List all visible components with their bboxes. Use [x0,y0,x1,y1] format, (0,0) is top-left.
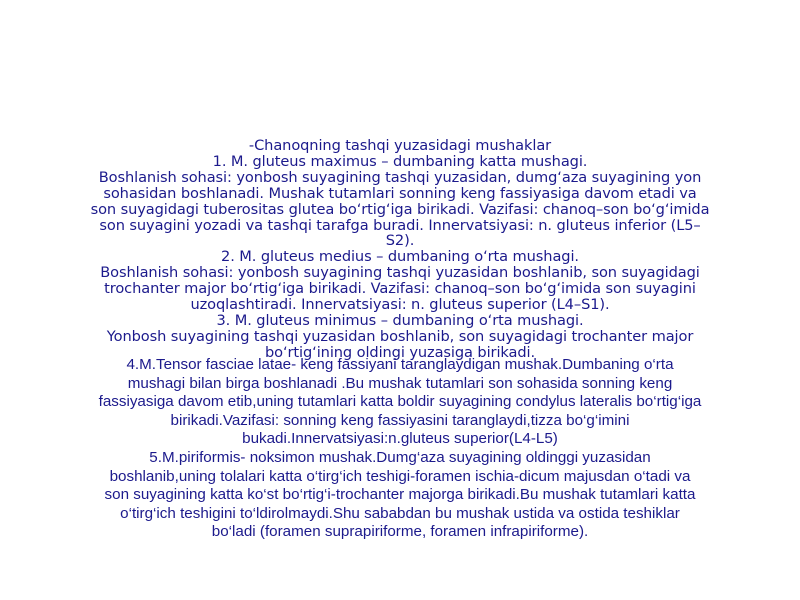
text-line: son suyagini yozadi va tashqi tarafga buradi. Innervatsiyasi: n. gluteus inferior (L5– [99,216,701,234]
text-line: S2). [385,232,415,250]
text-line: son suyagidagi tuberositas glutea bo‘rtig‘iga birikadi. Vazifasi: chanoq–son bo‘g‘imida [90,200,710,218]
text-line: uzoqlashtiradi. Innervatsiyasi: n. gluteus superior (L4–S1). [190,296,610,314]
section-heading: -Chanoqning tashqi yuzasidagi mushaklar [248,137,552,154]
text-line: Boshlanish sohasi: yonbosh suyagining tashqi yuzasidan, dumg‘aza suyagining yon [98,168,702,186]
text-line: birikadi.Vazifasi: sonning keng fassiyasini taranglaydi,tizza bo‘g‘imini [170,411,630,429]
text-line: 5.M.piriformis- noksimon mushak.Dumg‘aza suyagining oldinggi yuzasidan [149,448,651,466]
text-line: bo‘rtig‘ining oldingi yuzasiga birikadi. [265,343,535,361]
text-line: son suyagining katta ko‘st bo‘rtig‘i-trochanter majorga birikadi.Bu mushak tutamlari katta [104,486,696,504]
text-line: Boshlanish sohasi: yonbosh suyagining tashqi yuzasidan boshlanib, son suyagidagi [100,264,700,282]
text-line: 1. M. gluteus maximus – dumbaning katta mushagi. [212,152,588,170]
text-line: Yonbosh suyagining tashqi yuzasidan boshlanib, son suyagidagi trochanter major [106,327,694,345]
text-line: 4.M.Tensor fasciae latae- keng fassiyani taranglaydigan mushak.Dumbaning o‘rta [126,356,674,373]
text-line: bukadi.Innervatsiyasi:n.gluteus superior(L4-L5) [242,430,558,448]
text-line: trochanter major bo‘rtig‘iga birikadi. Vazifasi: chanoq–son bo‘g‘imida son suyagini [104,280,696,298]
text-block-tensor-piriformis [62,356,738,542]
text-line: sohasidan boshlanadi. Mushak tutamlari sonning keng fassiyasiga davom etadi va [103,184,697,202]
text-line: mushagi bilan birga boshlanadi .Bu mushak tutamlari son sohasida sonning keng [127,374,673,392]
text-line: 2. M. gluteus medius – dumbaning o‘rta mushagi. [221,248,579,266]
text-block-gluteal-muscles [62,138,738,361]
text-line: boshlanib,uning tolalari katta o‘tirg‘ich teshigi-foramen ischia-dicum majusdan o‘tadi va [109,467,691,485]
text-line: 3. M. gluteus minimus – dumbaning o‘rta mushagi. [216,311,584,329]
text-line: fassiyasiga davom etib,uning tutamlari katta boldir suyagining condylus lateralis bo‘rtig‘iga [98,393,702,411]
text-line: o‘tirg‘ich teshigini to‘ldirolmaydi.Shu sababdan bu mushak ustida va ostida teshiklar [120,504,680,522]
text-line: bo‘ladi (foramen suprapiriforme, foramen infrapiriforme). [211,523,589,541]
